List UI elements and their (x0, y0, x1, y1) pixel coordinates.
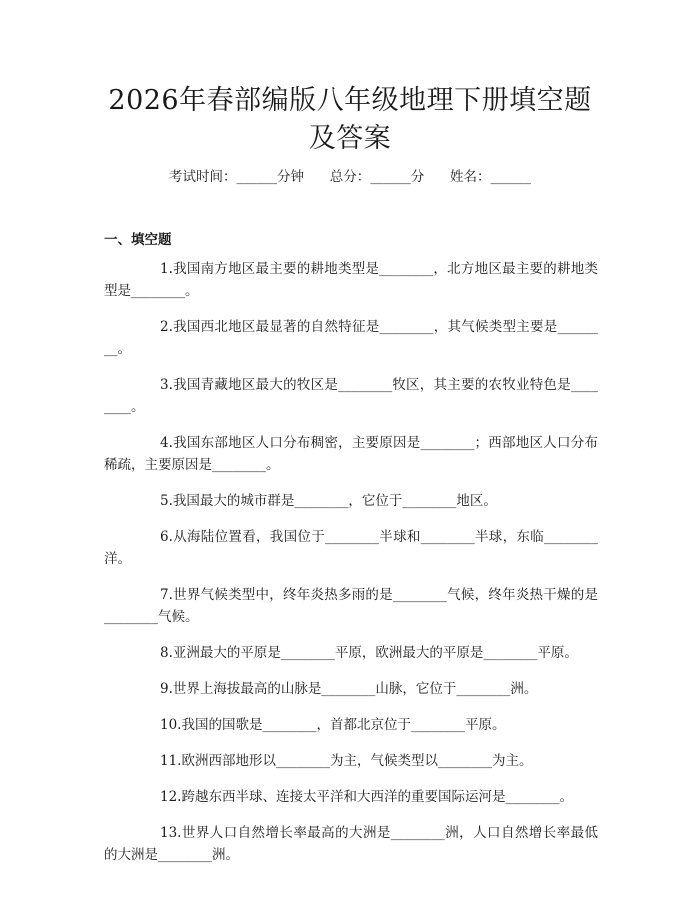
question-item (104, 750, 598, 772)
question-number: 2. (160, 319, 173, 335)
question-text: 我国的国歌是________，首都北京位于________平原。 (181, 717, 506, 733)
question-number: 8. (160, 645, 173, 661)
question-number: 12. (160, 789, 182, 805)
question-number: 1. (160, 261, 173, 277)
question-text: 世界人口自然增长率最高的大洲是________洲，人口自然增长率最低的大洲是________洲。 (104, 825, 598, 863)
question-text: 从海陆位置看，我国位于________半球和________半球，东临________洋。 (104, 529, 598, 567)
question-number: 5. (160, 493, 173, 509)
question-item (104, 714, 598, 736)
question-item (104, 642, 598, 664)
question-text: 亚洲最大的平原是________平原，欧洲最大的平原是________平原。 (172, 645, 578, 661)
question-item (104, 678, 598, 700)
question-list (104, 258, 598, 880)
document-title: 2026年春部编版八年级地理下册填空题及答案 (108, 85, 592, 154)
question-number: 7. (160, 587, 173, 603)
question-text: 我国最大的城市群是________，它位于________地区。 (172, 493, 497, 509)
question-text: 我国青藏地区最大的牧区是________牧区，其主要的农牧业特色是________。 (104, 377, 598, 415)
question-item (104, 316, 598, 360)
question-text: 我国西北地区最显著的自然特征是________，其气候类型主要是________。 (104, 319, 598, 357)
question-number: 11. (160, 753, 182, 769)
question-number: 3. (160, 377, 173, 393)
exam-info-line: 考试时间：______分钟 总分：______分 姓名：______ (169, 169, 531, 185)
question-number: 10. (160, 717, 182, 733)
question-item (104, 374, 598, 418)
question-item (104, 786, 598, 808)
question-number: 13. (160, 825, 182, 841)
section-heading: 一、填空题 (104, 232, 172, 248)
question-text: 我国南方地区最主要的耕地类型是________，北方地区最主要的耕地类型是________。 (104, 261, 598, 299)
question-item (104, 822, 598, 866)
question-item (104, 490, 598, 512)
question-text: 跨越东西半球、连接太平洋和大西洋的重要国际运河是________。 (181, 789, 573, 805)
question-item (104, 526, 598, 570)
question-number: 9. (160, 681, 173, 697)
question-item (104, 584, 598, 628)
question-text: 世界上海拔最高的山脉是________山脉，它位于________洲。 (172, 681, 538, 697)
question-text: 世界气候类型中，终年炎热多雨的是________气候，终年炎热干燥的是________气候。 (104, 587, 598, 625)
question-item (104, 432, 598, 476)
question-text: 我国东部地区人口分布稠密，主要原因是________；西部地区人口分布稀疏，主要原因是________。 (104, 435, 598, 473)
question-number: 4. (160, 435, 173, 451)
question-item (104, 258, 598, 302)
question-text: 欧洲西部地形以________为主，气候类型以________为主。 (181, 753, 533, 769)
question-number: 6. (160, 529, 173, 545)
